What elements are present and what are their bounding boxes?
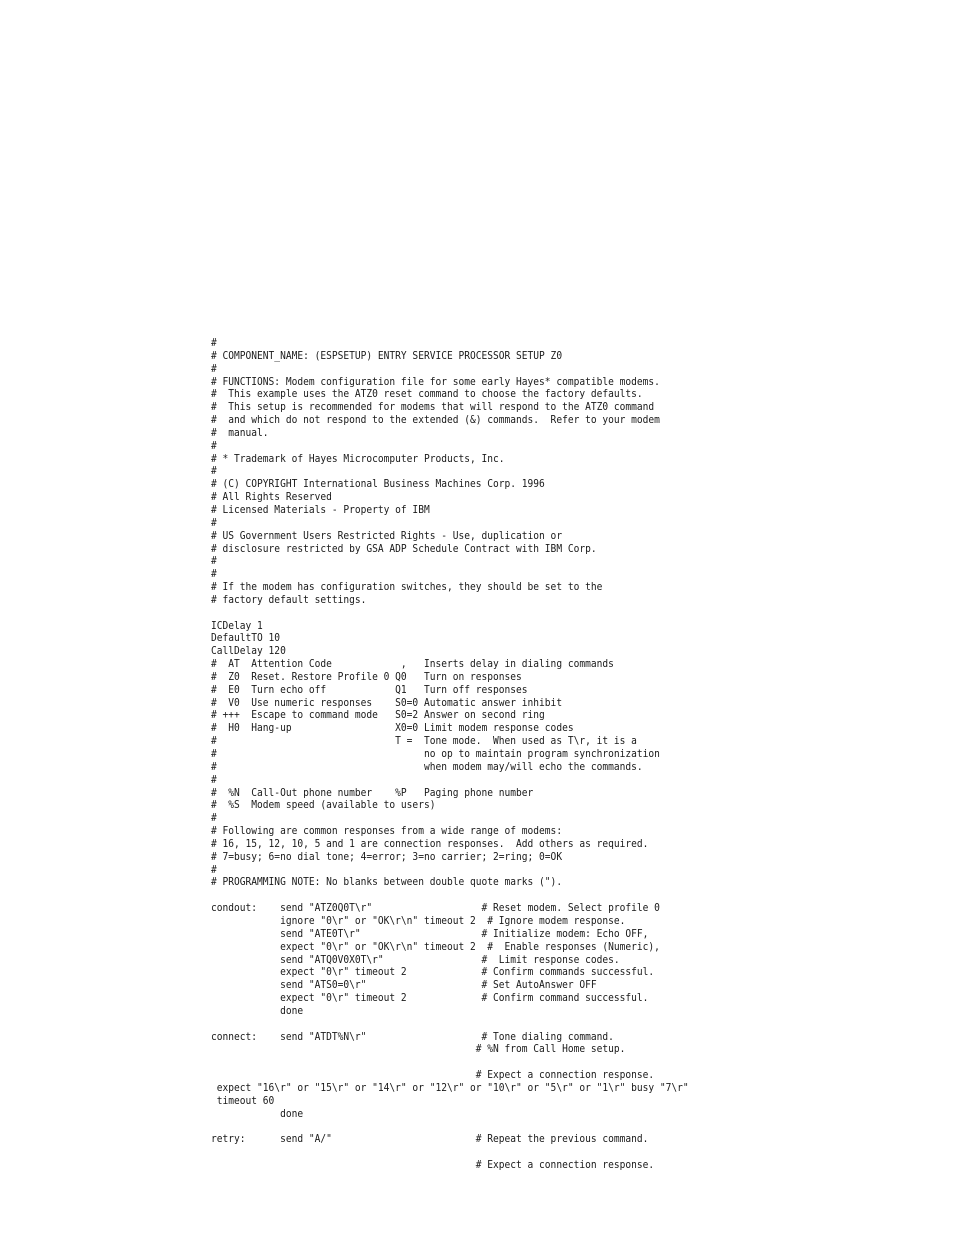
code-line: # COMPONENT_NAME: (ESPSETUP) ENTRY SERVICE PROCESSOR SETUP Z0 xyxy=(211,349,563,362)
code-line: # xyxy=(211,863,217,876)
code-line: # manual. xyxy=(211,426,269,439)
code-line xyxy=(211,1056,689,1069)
code-line: CallDelay 120 xyxy=(211,645,286,658)
code-line: # FUNCTIONS: Modem configuration file for some early Hayes* compatible modems. xyxy=(211,375,660,388)
code-line: # AT Attention Code , Inserts delay in dialing commands xyxy=(211,658,614,671)
code-line: # factory default settings. xyxy=(211,593,367,606)
code-line: # xyxy=(211,439,217,452)
code-line: # xyxy=(211,337,217,349)
code-line: # %S Modem speed (available to users) xyxy=(211,799,436,812)
code-line: # %N Call-Out phone number %P Paging phone number xyxy=(211,786,534,799)
code-line: # PROGRAMMING NOTE: No blanks between double quote marks ("). xyxy=(211,876,563,889)
code-line: # If the modem has configuration switches, they should be set to the xyxy=(211,581,603,594)
code-line: # xyxy=(211,362,217,375)
code-line: # Licensed Materials - Property of IBM xyxy=(211,503,430,516)
code-line xyxy=(211,607,689,620)
code-line: # 7=busy; 6=no dial tone; 4=error; 3=no carrier; 2=ring; 0=OK xyxy=(211,850,563,863)
code-line: expect "0\r" or "OK\r\n" timeout 2 # Enable responses (Numeric), xyxy=(211,940,660,953)
code-line: connect: send "ATDT%N\r" # Tone dialing command. xyxy=(211,1030,614,1043)
code-line: # xyxy=(211,812,217,825)
code-line: # V0 Use numeric responses S0=0 Automatic answer inhibit xyxy=(211,696,563,709)
code-line: done xyxy=(211,1107,304,1120)
code-line: DefaultTO 10 xyxy=(211,632,281,645)
code-line: # Following are common responses from a wide range of modems: xyxy=(211,825,563,838)
code-line: done xyxy=(211,1004,304,1017)
code-line xyxy=(211,1146,689,1159)
code-line: # * Trademark of Hayes Microcomputer Products, Inc. xyxy=(211,452,505,465)
code-line xyxy=(211,1120,689,1133)
code-line: # US Government Users Restricted Rights - Use, duplication or xyxy=(211,529,563,542)
code-line: send "ATQ0V0X0T\r" # Limit response codes. xyxy=(211,953,620,966)
code-line: condout: send "ATZ0Q0T\r" # Reset modem. Select profile 0 xyxy=(211,902,660,915)
code-line: # Expect a connection response. xyxy=(211,1069,655,1082)
code-line: # +++ Escape to command mode S0=2 Answer on second ring xyxy=(211,709,545,722)
code-line: # xyxy=(211,516,217,529)
code-line: # This example uses the ATZ0 reset command to choose the factory defaults. xyxy=(211,388,643,401)
code-line: ICDelay 1 xyxy=(211,619,263,632)
code-line: # xyxy=(211,465,217,478)
code-line: # H0 Hang-up X0=0 Limit modem response codes xyxy=(211,722,574,735)
code-line: timeout 60 xyxy=(211,1094,275,1107)
modem-config-listing xyxy=(211,337,689,1172)
code-line: retry: send "A/" # Repeat the previous command. xyxy=(211,1133,649,1146)
code-line: # Z0 Reset. Restore Profile 0 Q0 Turn on responses xyxy=(211,670,522,683)
code-line: # xyxy=(211,555,217,568)
code-line: # no op to maintain program synchronization xyxy=(211,748,660,760)
code-line: expect "0\r" timeout 2 # Confirm command successful. xyxy=(211,992,649,1005)
code-line: # All Rights Reserved xyxy=(211,491,332,504)
code-line: # and which do not respond to the extended (&) commands. Refer to your modem xyxy=(211,414,660,427)
code-line: expect "0\r" timeout 2 # Confirm commands successful. xyxy=(211,966,655,979)
code-line: # T = Tone mode. When used as T\r, it is a xyxy=(211,735,637,748)
code-line: send "ATE0T\r" # Initialize modem: Echo OFF, xyxy=(211,927,649,940)
code-line: # 16, 15, 12, 10, 5 and 1 are connection responses. Add others as required. xyxy=(211,837,649,850)
code-line: # disclosure restricted by GSA ADP Schedule Contract with IBM Corp. xyxy=(211,542,597,555)
code-line xyxy=(211,1018,689,1031)
code-line: # xyxy=(211,568,217,581)
code-line: # xyxy=(211,773,217,786)
code-line: send "ATS0=0\r" # Set AutoAnswer OFF xyxy=(211,979,597,992)
code-line: expect "16\r" or "15\r" or "14\r" or "12\r" or "10\r" or "5\r" or "1\r" busy "7\r" xyxy=(211,1081,689,1094)
code-line: # when modem may/will echo the commands. xyxy=(211,760,643,773)
code-line: # This setup is recommended for modems that will respond to the ATZ0 command xyxy=(211,401,655,414)
code-line: # %N from Call Home setup. xyxy=(211,1043,626,1056)
code-line: # Expect a connection response. xyxy=(211,1159,655,1171)
code-line: # E0 Turn echo off Q1 Turn off responses xyxy=(211,683,528,696)
code-line xyxy=(211,889,689,902)
code-line: ignore "0\r" or "OK\r\n" timeout 2 # Ignore modem response. xyxy=(211,914,626,927)
code-line: # (C) COPYRIGHT International Business Machines Corp. 1996 xyxy=(211,478,545,491)
